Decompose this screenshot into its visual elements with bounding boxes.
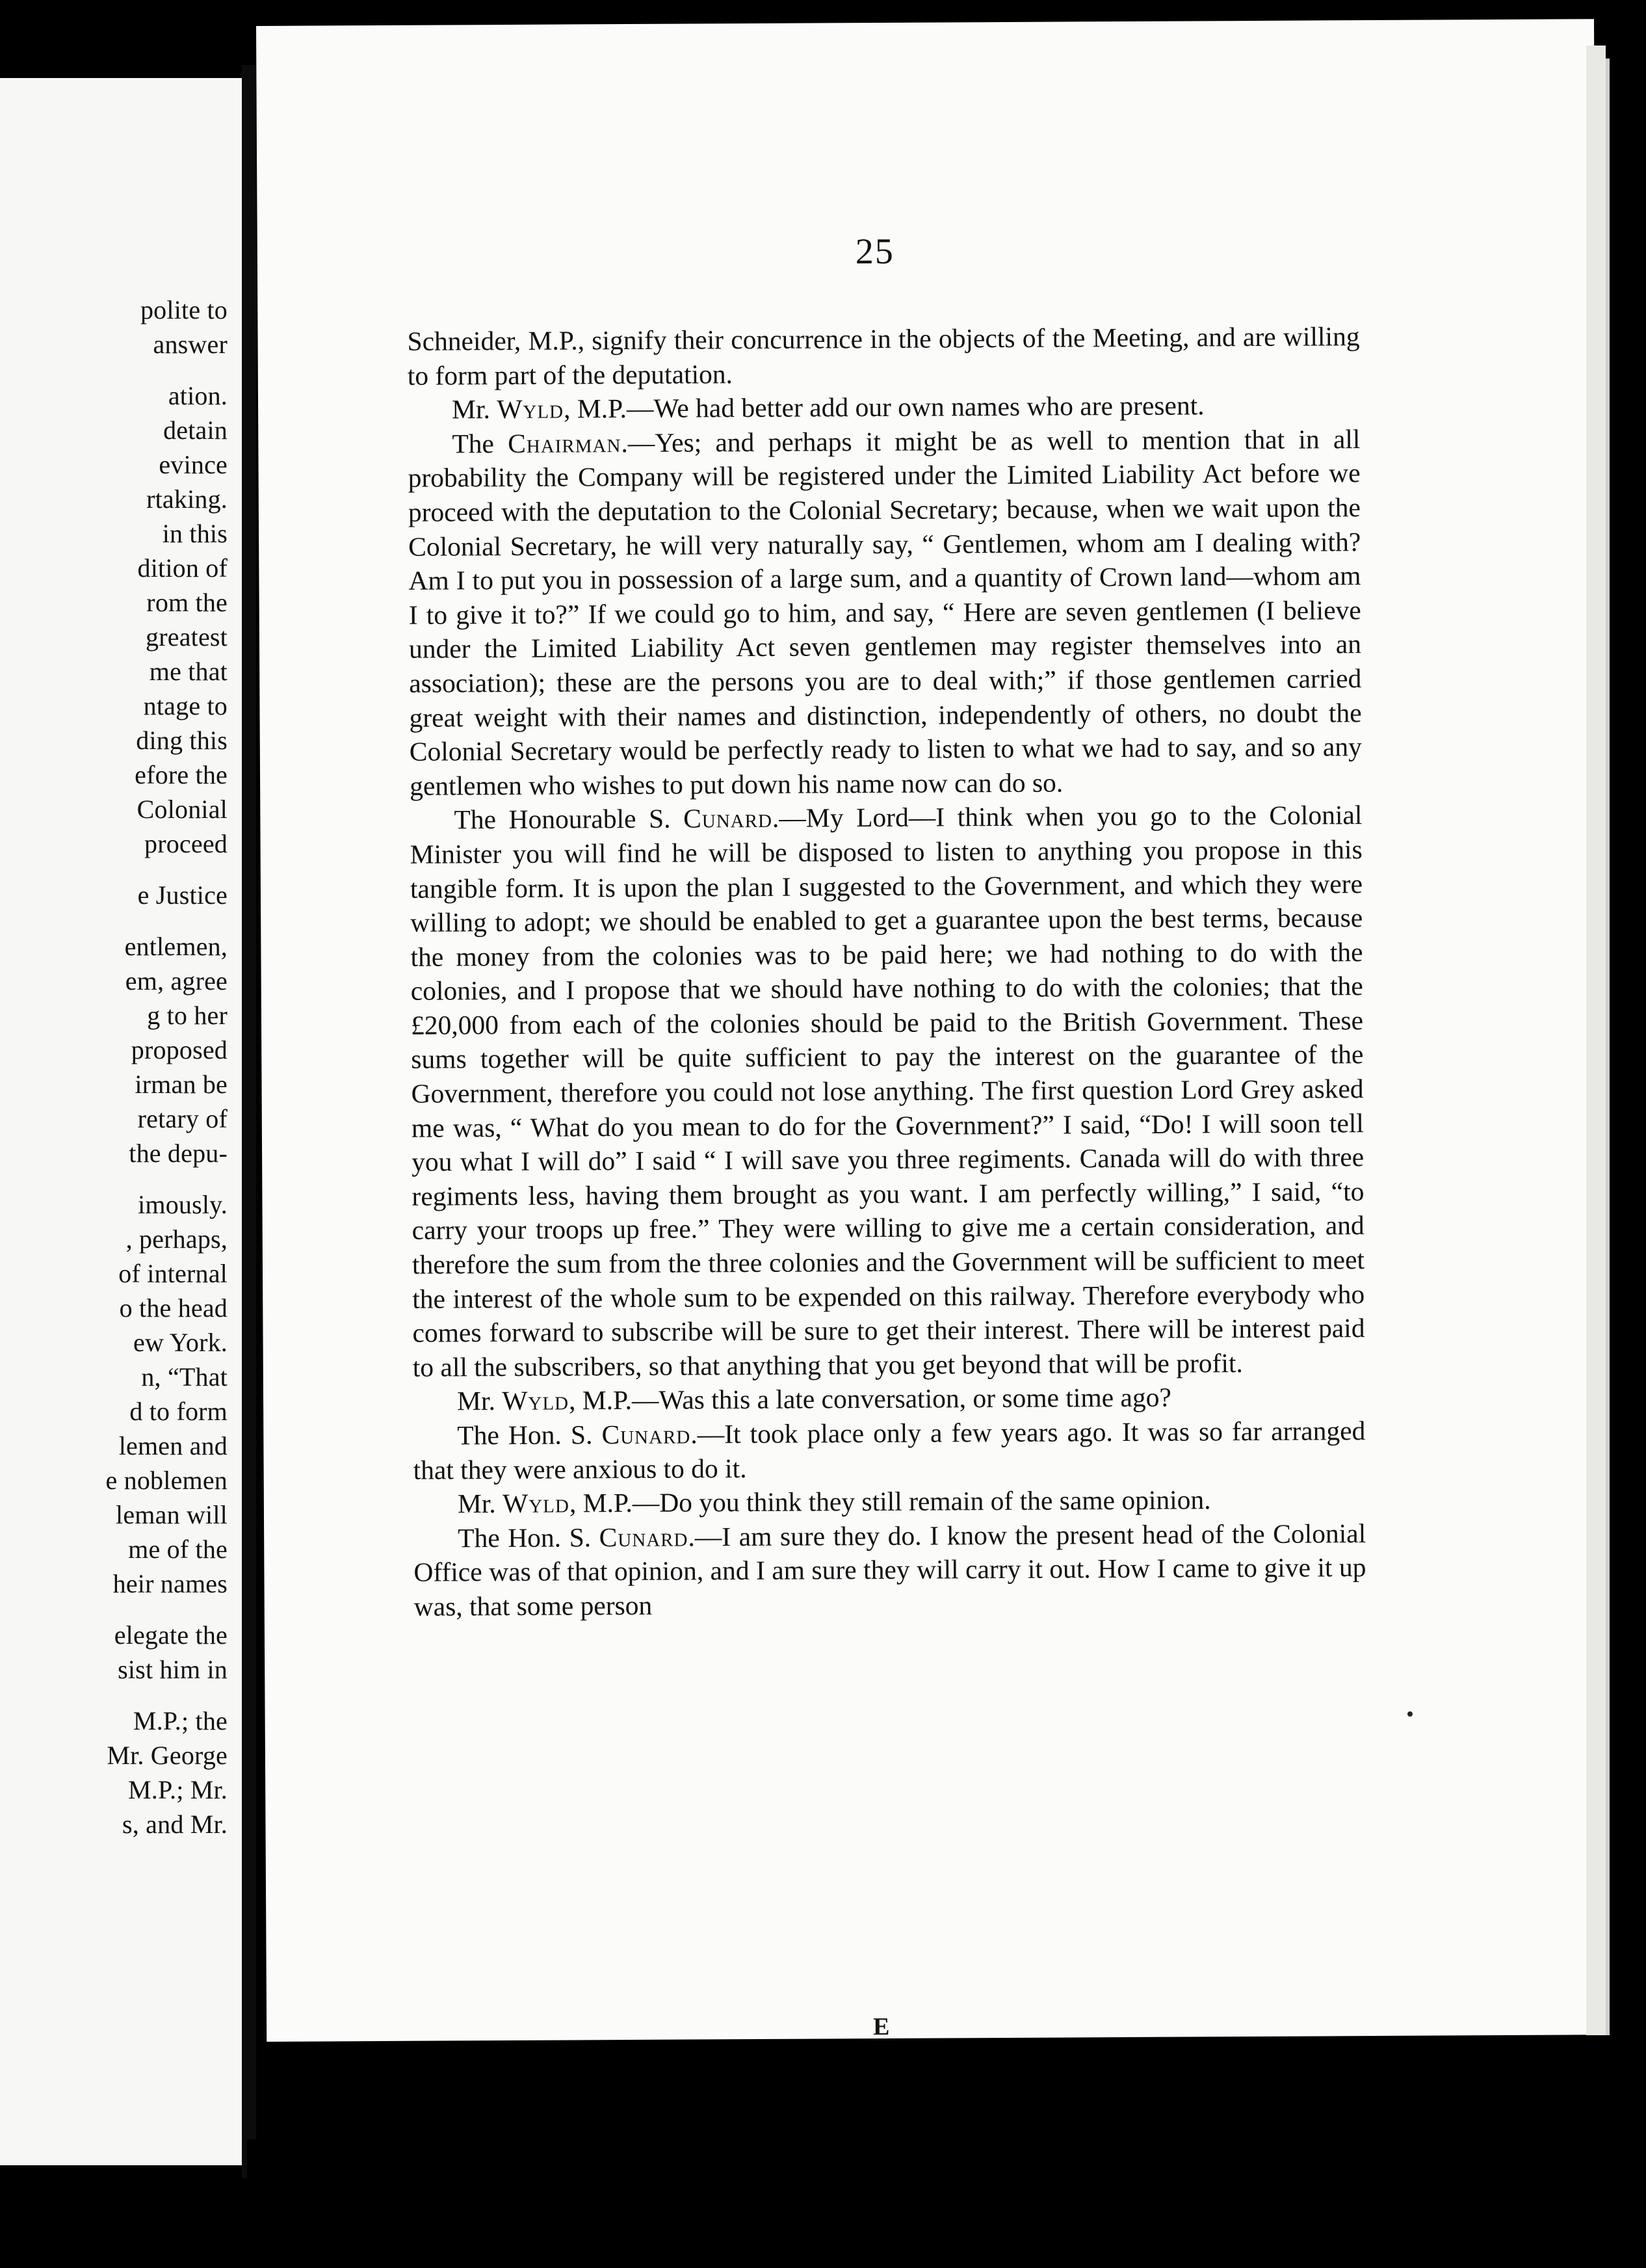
speaker-name: Chairman: [508, 427, 621, 458]
scan-border: [247, 2139, 1599, 2268]
paragraph-text: , M.P.—Was this a late conversation, or some time ago?: [568, 1382, 1171, 1416]
facing-page-line: proceed: [144, 829, 228, 858]
facing-page-line: in this: [162, 519, 228, 548]
line-gap: [0, 861, 228, 878]
facing-page-line: imously.: [138, 1190, 228, 1219]
facing-page-line: irman be: [135, 1070, 228, 1099]
facing-page-line: ding this: [136, 726, 228, 755]
paragraph-text: The Hon. S.: [458, 1522, 599, 1553]
line-gap: [0, 1601, 228, 1618]
paragraph-text: , M.P.—Do you think they still remain of the same opinion.: [569, 1484, 1211, 1518]
facing-page-line: Mr. George: [107, 1741, 228, 1770]
speaker-name: Wyld: [502, 1488, 569, 1519]
speaker-name: Cunard: [599, 1522, 688, 1553]
facing-page-line: dition of: [137, 553, 228, 583]
paragraph-p3: [408, 422, 1362, 803]
facing-page-line: d to form: [129, 1397, 228, 1426]
page-body-text: [407, 319, 1366, 1624]
facing-page-line: me that: [149, 657, 228, 686]
facing-page-line: e noblemen: [105, 1466, 228, 1495]
book-gutter: [242, 65, 256, 2178]
facing-page-line: leman will: [116, 1500, 228, 1529]
facing-page-line: n, “That: [141, 1362, 228, 1391]
facing-page-line: polite to: [140, 295, 228, 324]
paragraph-p1: [407, 319, 1360, 393]
facing-page-line: rtaking.: [146, 484, 228, 514]
facing-page-line: the depu-: [129, 1139, 228, 1168]
facing-page-line: retary of: [137, 1104, 228, 1133]
facing-page-line: greatest: [146, 622, 228, 652]
facing-page-line: heir names: [112, 1569, 228, 1598]
facing-page-line: efore the: [135, 760, 228, 789]
paragraph-p8: [413, 1516, 1366, 1624]
paragraph-text: .—It took place only a few years ago. It was so far arranged that they were anxious to do it.: [413, 1416, 1366, 1485]
facing-page-line: answer: [153, 330, 228, 359]
paragraph-text: The Honourable S.: [454, 803, 684, 835]
ink-speck: [1407, 1711, 1413, 1717]
facing-page-line: sist him in: [118, 1655, 228, 1684]
page-edge: [1586, 46, 1606, 2035]
facing-page-line: detain: [163, 415, 228, 445]
facing-page-line: M.P.; Mr.: [128, 1775, 228, 1804]
paragraph-text: , M.P.—We had better add our own names who are present.: [563, 390, 1205, 424]
paragraph-text: Mr.: [451, 394, 497, 425]
paragraph-p2: [408, 388, 1360, 427]
facing-page-line: rom the: [146, 588, 228, 617]
facing-page-line: e Justice: [137, 880, 228, 910]
facing-page-line: proposed: [131, 1035, 228, 1064]
facing-page-fragment: [0, 78, 242, 2165]
facing-page-line: of internal: [118, 1259, 228, 1288]
facing-page-line: s, and Mr.: [122, 1810, 228, 1839]
paragraph-p5: [413, 1380, 1365, 1419]
line-gap: [0, 362, 228, 378]
facing-page-line: me of the: [128, 1535, 228, 1564]
speaker-name: Wyld: [497, 393, 564, 425]
facing-page-line: Colonial: [137, 795, 228, 824]
signature-mark: E: [873, 2012, 890, 2041]
paragraph-text: Schneider, M.P., signify their concurrence in the objects of the Meeting, and are willing to form part of the deputation.: [407, 321, 1360, 391]
facing-page-line: entlemen,: [124, 932, 228, 961]
facing-page-line: lemen and: [118, 1431, 228, 1460]
facing-page-line: elegate the: [114, 1620, 228, 1650]
facing-page-line: M.P.; the: [133, 1706, 228, 1735]
paragraph-text: .—I am sure they do. I know the present head of the Colonial Office was of that opinion, and I am sure they will carry it out. How I came to give it up was, that some person: [413, 1518, 1366, 1622]
paragraph-text: The: [452, 428, 508, 459]
facing-page-line: ew York.: [133, 1328, 228, 1357]
facing-page-text: [0, 293, 228, 1841]
facing-page-line: em, agree: [125, 966, 228, 996]
paragraph-text: The Hon. S.: [457, 1419, 602, 1451]
page-25: [256, 19, 1604, 2042]
facing-page-line: ation.: [168, 381, 228, 410]
facing-page-line: , perhaps,: [125, 1224, 228, 1254]
speaker-name: Cunard: [683, 803, 773, 834]
page-number: 25: [855, 231, 895, 272]
page-edge-shadow: [1606, 59, 1610, 2035]
paragraph-text: .—My Lord—I think when you go to the Colonial Minister you will find he will be disposed to listen to anything you propose in this tangible form. It is upon the plan I suggested to the Government, and which they were willing to adopt; we should be enabled to get a guarantee upon the best terms, because the money from the colonies was to be paid here; we had nothing to do with the colonies, and I propose that we should have nothing to do with the colonies; that the £20,000 from each of the colonies should be paid to the British Government. These sums together will be quite sufficient to pay the interest on the guarantee of the Government, therefore you could not lose anything. The first question Lord Grey asked me was, “ What do you mean to do for the Government?” I said, “Do! I will soon tell you what I will do” I said “ I will save you three regiments. Canada will do with three regiments less, having them brought as you want. I am perfectly willing,” I said, “to carry your troops up free.” They were willing to give me a certain consideration, and therefore the sum from the three colonies and the Government will be sufficient to meet the interest of the whole sum to be expended on this railway. Therefore everybody who comes forward to subscribe will be sure to get their interest. There will be interest paid to all the subscribers, so that anything that you get beyond that will be profit.: [410, 800, 1365, 1382]
facing-page-line: o the head: [119, 1293, 228, 1323]
facing-page-line: ntage to: [143, 691, 228, 720]
paragraph-text: Mr.: [457, 1488, 503, 1519]
facing-page-line: g to her: [147, 1001, 228, 1030]
speaker-name: Cunard: [601, 1419, 691, 1450]
line-gap: [0, 1170, 228, 1187]
facing-page-line: evince: [159, 450, 228, 479]
line-gap: [0, 912, 228, 929]
paragraph-text: Mr.: [456, 1386, 503, 1416]
paragraph-text: .—Yes; and perhaps it might be as well to mention that in all probability the Company will be registered under the Limited Liability Act before we proceed with the deputation to the Colonial Secretary; because, when we wait upon the Colonial Secretary, he will very naturally say, “ Gentlemen, whom am I dealing with? Am I to put you in possession of a large sum, and a quantity of Crown land—whom am I to give it to?” If we could go to him, and say, “ Here are seven gentlemen (I believe under the Limited Liability Act seven gentlemen may register themselves into an association); these are the persons you are to deal with;” if those gentlemen carried great weight with their names and distinction, independently of others, no doubt the Colonial Secretary would be perfectly ready to listen to what we had to say, and so any gentlemen who wishes to put down his name now can do so.: [408, 423, 1362, 801]
speaker-name: Wyld: [502, 1385, 569, 1416]
paragraph-p4: [410, 798, 1365, 1384]
paragraph-p6: [413, 1414, 1366, 1487]
line-gap: [0, 1687, 228, 1704]
paragraph-p7: [413, 1482, 1366, 1521]
